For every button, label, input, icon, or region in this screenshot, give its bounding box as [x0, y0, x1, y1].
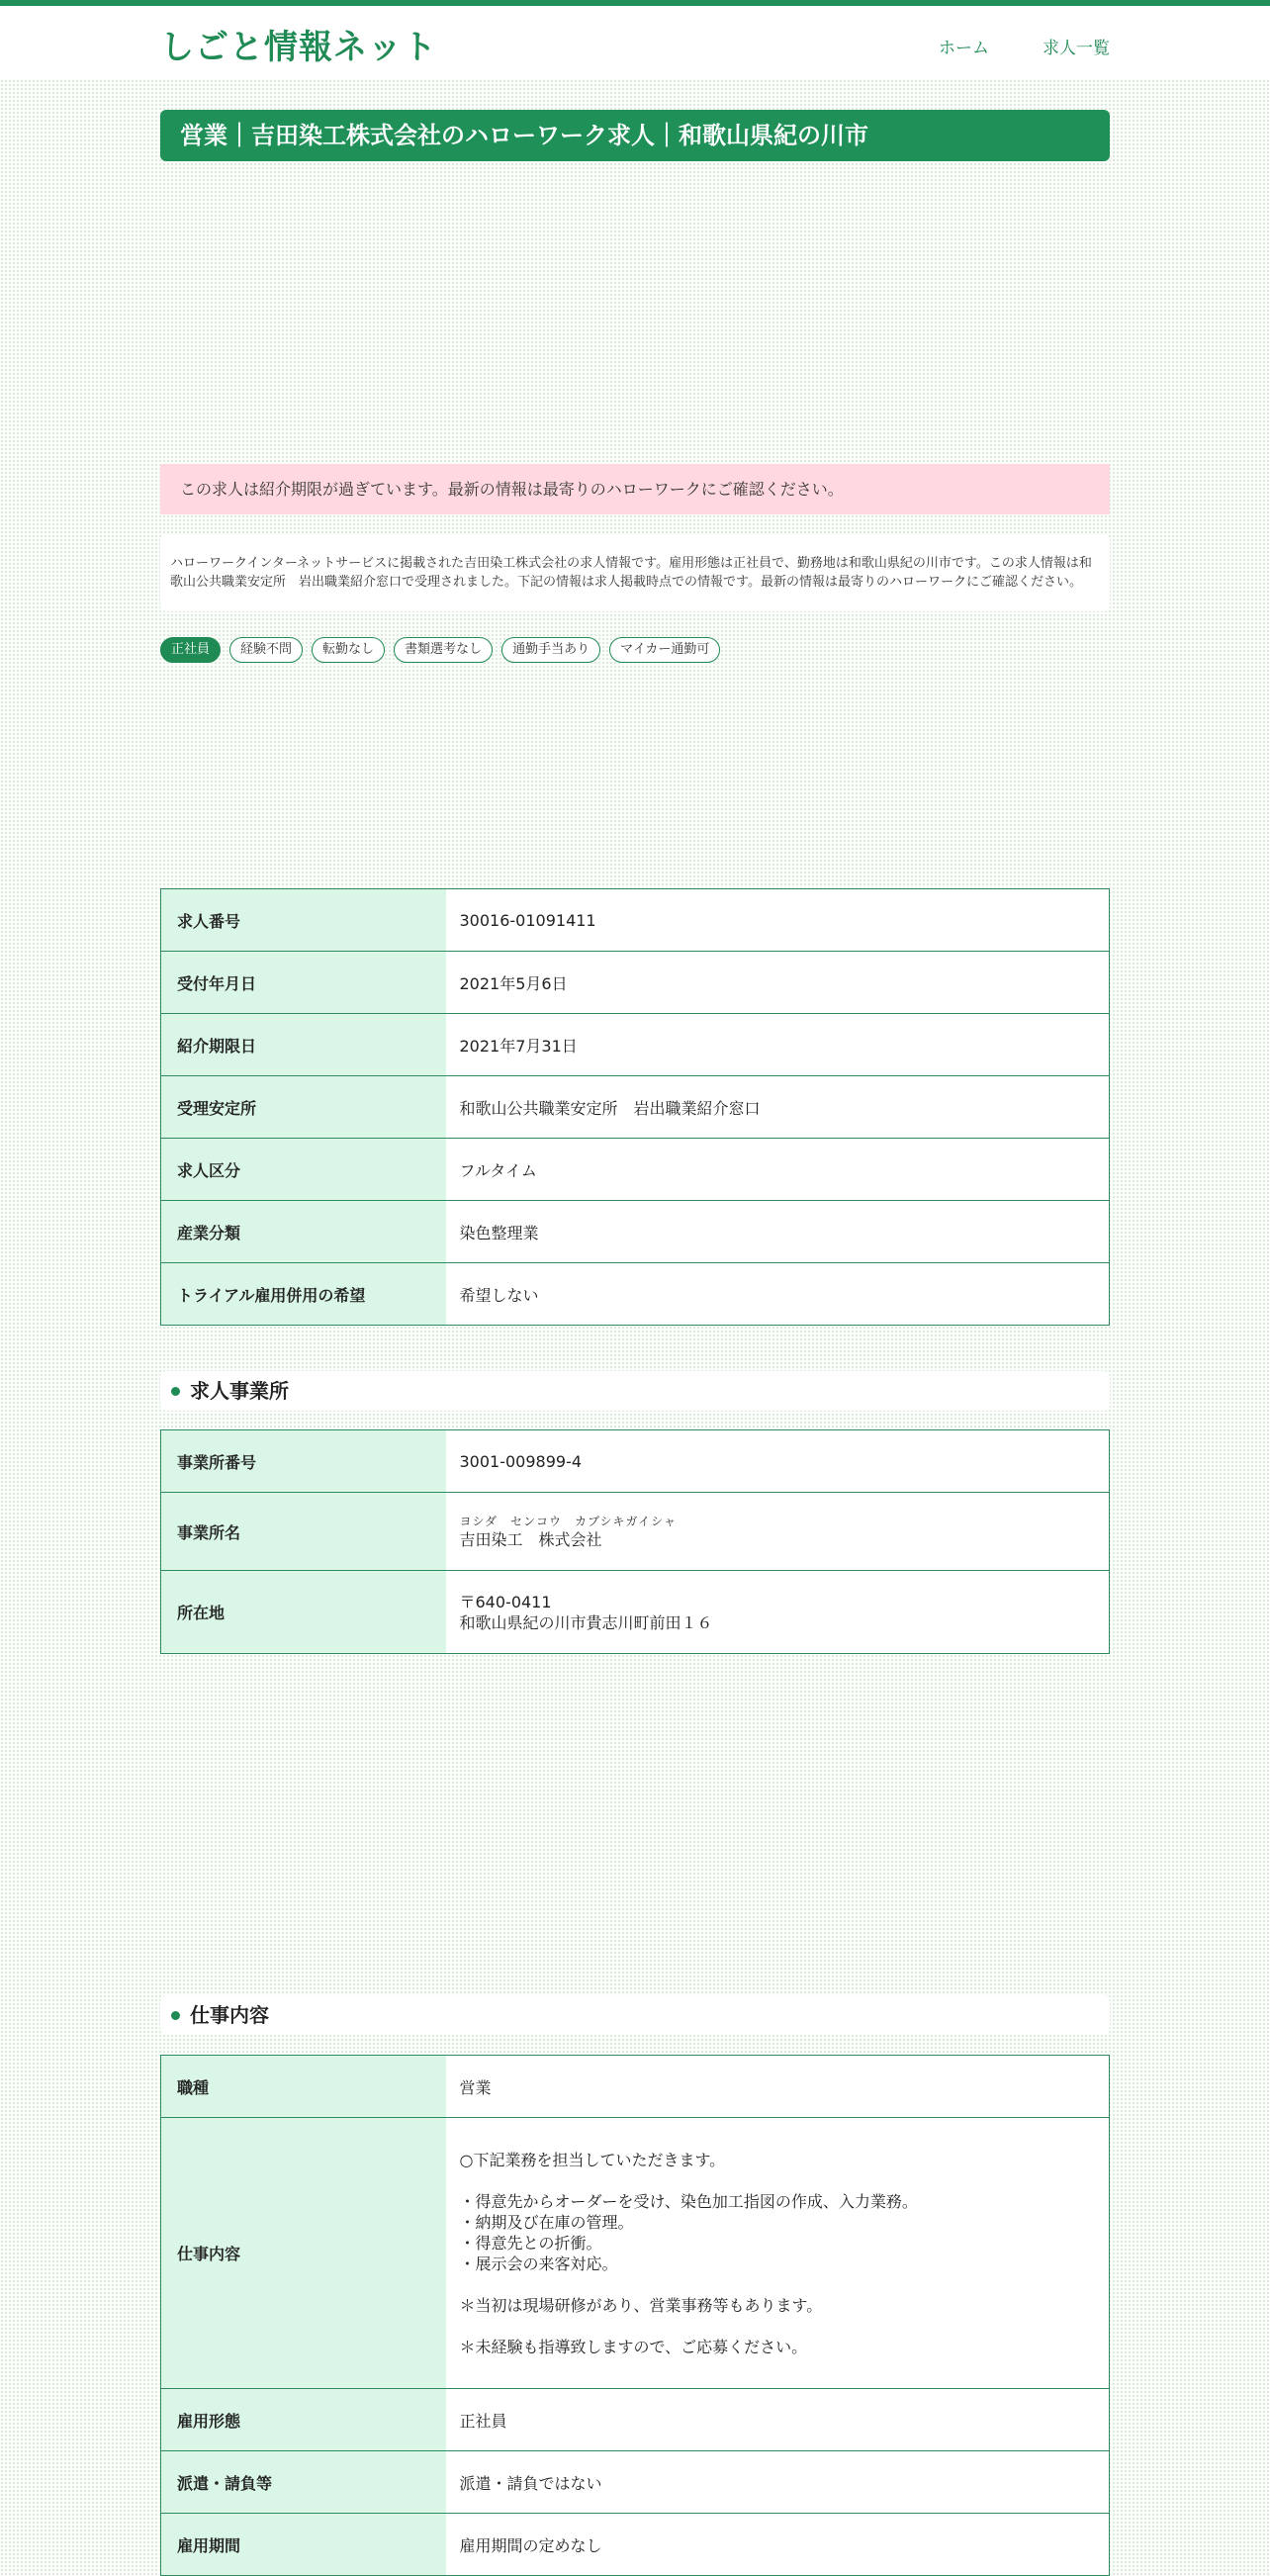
row-label: 仕事内容 [161, 2118, 446, 2389]
tag-no-experience: 経験不問 [229, 637, 303, 663]
row-label: 紹介期限日 [161, 1014, 446, 1076]
job-content-line [460, 2316, 1096, 2337]
job-content-line: ・得意先からオーダーを受け、染色加工指図の作成、入力業務。 [459, 2191, 918, 2211]
job-heading-text: 仕事内容 [190, 2003, 269, 2027]
row-label: 受付年月日 [161, 952, 446, 1014]
row-value: フルタイム [446, 1139, 1110, 1201]
row-label: 産業分類 [161, 1201, 446, 1263]
job-content-line: ＊未経験も指導致しますので、ご応募ください。 [459, 2337, 808, 2356]
nav-job-list-link[interactable]: 求人一覧 [1043, 39, 1110, 58]
job-info-table [160, 2055, 1110, 2576]
page-title: 営業｜吉田染工株式会社のハローワーク求人｜和歌山県紀の川市 [160, 110, 1110, 161]
nav-home-link[interactable]: ホーム [939, 39, 989, 58]
bullet-icon [171, 2011, 180, 2020]
table-row [161, 2056, 1110, 2118]
tag-commute-allowance: 通勤手当あり [501, 637, 600, 663]
table-row [161, 1139, 1110, 1201]
job-content-line [460, 2170, 1096, 2191]
table-row [161, 1076, 1110, 1139]
row-value [446, 1571, 1110, 1654]
row-label: 求人区分 [161, 1139, 446, 1201]
job-content-line: ＊当初は現場研修があり、営業事務等もあります。 [459, 2295, 823, 2315]
row-label: 求人番号 [161, 889, 446, 952]
office-section-heading [160, 1371, 1110, 1411]
row-label: 職種 [161, 2056, 446, 2118]
bullet-icon [171, 1387, 180, 1396]
row-value: 3001-009899-4 [446, 1430, 1110, 1493]
table-row [161, 2118, 1110, 2389]
row-value: 和歌山公共職業安定所 岩出職業紹介窓口 [446, 1076, 1110, 1139]
job-description-summary: ハローワークインターネットサービスに掲載された吉田染工株式会社の求人情報です。雇用形態は正社員で、勤務地は和歌山県紀の川市です。この求人情報は和歌山公共職業安定所 岩出職業紹介窓口で受理されました。下記の情報は求人掲載時点での情報です。最新の情報は最寄りのハローワークにご確認ください。 [160, 534, 1110, 611]
table-row [161, 1571, 1110, 1654]
tag-seishain: 正社員 [160, 637, 221, 663]
job-content-line: ・展示会の来客対応。 [459, 2254, 618, 2273]
row-value: 30016-01091411 [446, 889, 1110, 952]
office-heading-text: 求人事業所 [190, 1379, 289, 1403]
table-row [161, 1263, 1110, 1326]
job-content [446, 2118, 1110, 2389]
job-section-heading [160, 1995, 1110, 2035]
row-value: 希望しない [446, 1263, 1110, 1326]
site-header [0, 6, 1270, 79]
row-value [446, 1493, 1110, 1571]
tag-list [160, 637, 1110, 663]
row-label: 所在地 [161, 1571, 446, 1654]
job-content-line: ○下記業務を担当していただきます。 [459, 2150, 726, 2169]
row-label: 雇用期間 [161, 2514, 446, 2576]
row-value: 2021年7月31日 [446, 1014, 1110, 1076]
tag-car-commute: マイカー通勤可 [609, 637, 720, 663]
table-row [161, 1430, 1110, 1493]
table-row [161, 952, 1110, 1014]
row-value: 染色整理業 [446, 1201, 1110, 1263]
table-row [161, 1493, 1110, 1571]
row-label: 雇用形態 [161, 2389, 446, 2451]
table-row [161, 1014, 1110, 1076]
table-row [161, 2514, 1110, 2576]
tag-no-document-screening: 書類選考なし [394, 637, 493, 663]
row-label: 事業所番号 [161, 1430, 446, 1493]
expired-alert: この求人は紹介期限が過ぎています。最新の情報は最寄りのハローワークにご確認ください。 [160, 464, 1110, 514]
office-info-table [160, 1429, 1110, 1654]
job-content-line: ・納期及び在庫の管理。 [459, 2212, 634, 2232]
basic-info-table [160, 888, 1110, 1326]
office-name: 吉田染工 株式会社 [459, 1529, 602, 1549]
row-value: 正社員 [446, 2389, 1110, 2451]
table-row [161, 889, 1110, 952]
row-label: 受理安定所 [161, 1076, 446, 1139]
row-label: 事業所名 [161, 1493, 446, 1571]
job-content-line: ・得意先との折衝。 [459, 2233, 602, 2253]
job-info-section [160, 2055, 1110, 2576]
table-row [161, 1201, 1110, 1263]
table-row [161, 2451, 1110, 2514]
main-nav [939, 34, 1110, 58]
row-value: 2021年5月6日 [446, 952, 1110, 1014]
row-label: トライアル雇用併用の希望 [161, 1263, 446, 1326]
office-info-section [160, 1429, 1110, 1654]
row-value: 営業 [446, 2056, 1110, 2118]
row-label: 派遣・請負等 [161, 2451, 446, 2514]
row-value: 雇用期間の定めなし [446, 2514, 1110, 2576]
table-row [161, 2389, 1110, 2451]
tag-no-transfer: 転勤なし [312, 637, 385, 663]
postal-code: 〒640-0411 [459, 1592, 552, 1611]
row-value: 派遣・請負ではない [446, 2451, 1110, 2514]
site-title[interactable]: しごと情報ネット [160, 28, 437, 67]
basic-info-section [160, 888, 1110, 1326]
office-name-ruby: ヨシダ センコウ カブシキガイシャ [459, 1514, 677, 1528]
address: 和歌山県紀の川市貴志川町前田１６ [459, 1612, 713, 1632]
job-content-line [460, 2274, 1096, 2295]
